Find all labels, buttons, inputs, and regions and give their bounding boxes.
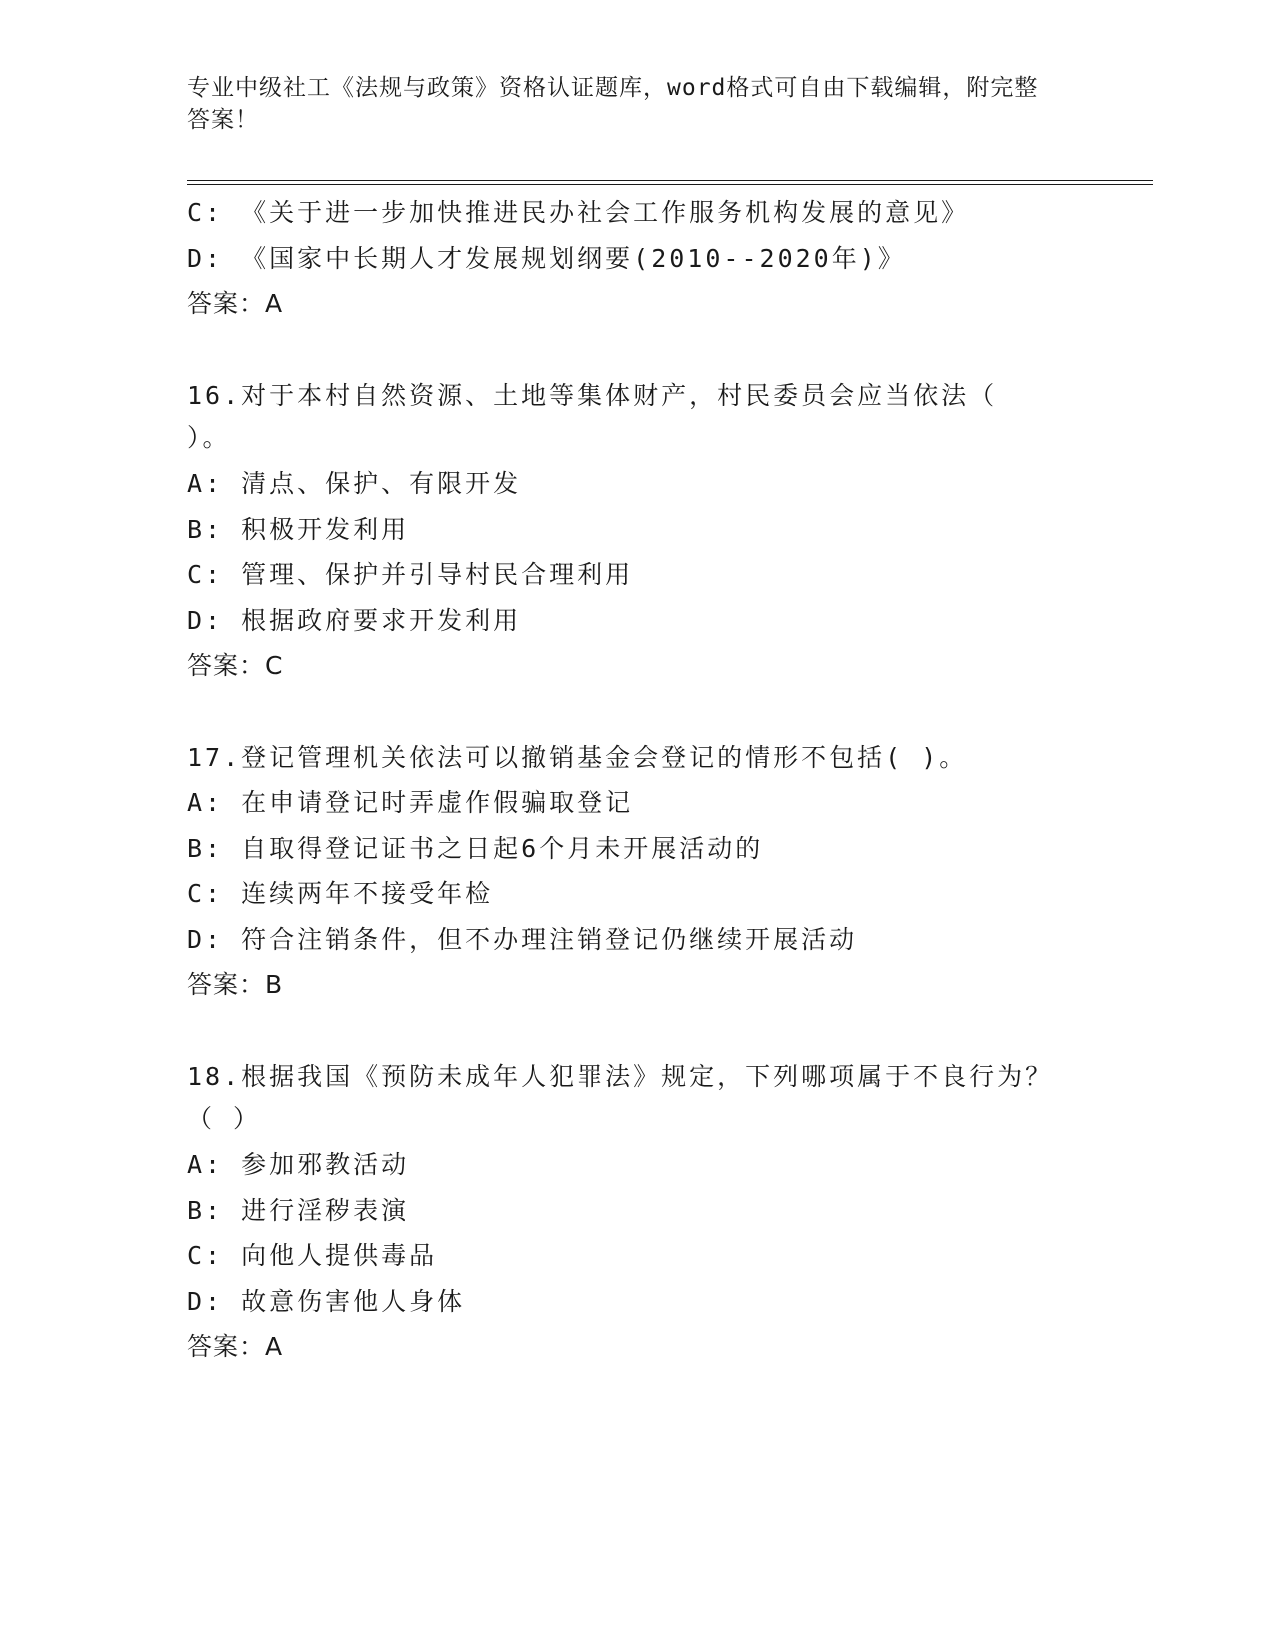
option-a: A: 参加邪教活动: [187, 1150, 410, 1179]
answer-line: 答案：C: [187, 651, 284, 680]
answer-line: 答案：A: [187, 289, 284, 318]
document-header: [187, 72, 1067, 136]
option-c: C: 《关于进一步加快推进民办社会工作服务机构发展的意见》: [187, 198, 970, 227]
header-line-2: 答案！: [187, 107, 259, 133]
option-d: D: 《国家中长期人才发展规划纲要(2010--2020年)》: [187, 243, 906, 273]
question-stem: 18.根据我国《预防未成年人犯罪法》规定，下列哪项属于不良行为？: [187, 1061, 1054, 1091]
question-stem: 16.对于本村自然资源、土地等集体财产，村民委员会应当依法（: [187, 380, 998, 410]
option-c: C: 向他人提供毒品: [187, 1241, 438, 1270]
question-17: [187, 735, 1087, 1008]
answer-line: 答案：A: [187, 1332, 284, 1361]
previous-question-tail: [187, 190, 1087, 327]
question-16: [187, 373, 1087, 689]
question-list: [187, 190, 1087, 1370]
question-stem-continued: ）。: [187, 423, 231, 452]
option-d: D: 符合注销条件，但不办理注销登记仍继续开展活动: [187, 924, 858, 954]
option-c: C: 连续两年不接受年检: [187, 879, 494, 908]
option-b: B: 进行淫秽表演: [187, 1195, 410, 1225]
question-stem: 17.登记管理机关依法可以撤销基金会登记的情形不包括( )。: [187, 742, 968, 772]
header-divider-top: [187, 180, 1153, 181]
question-stem-continued: （ ）: [187, 1104, 262, 1133]
option-d: D: 故意伤害他人身体: [187, 1286, 466, 1316]
option-a: A: 清点、保护、有限开发: [187, 469, 522, 498]
option-a: A: 在申请登记时弄虚作假骗取登记: [187, 788, 634, 817]
option-d: D: 根据政府要求开发利用: [187, 605, 522, 635]
option-b: B: 自取得登记证书之日起6个月未开展活动的: [187, 833, 764, 863]
header-line-1: 专业中级社工《法规与政策》资格认证题库，word格式可自由下载编辑，附完整: [187, 75, 1039, 101]
answer-line: 答案：B: [187, 970, 284, 999]
question-18: [187, 1054, 1087, 1370]
option-b: B: 积极开发利用: [187, 514, 410, 544]
option-c: C: 管理、保护并引导村民合理利用: [187, 560, 634, 589]
header-divider-bottom: [187, 184, 1153, 185]
